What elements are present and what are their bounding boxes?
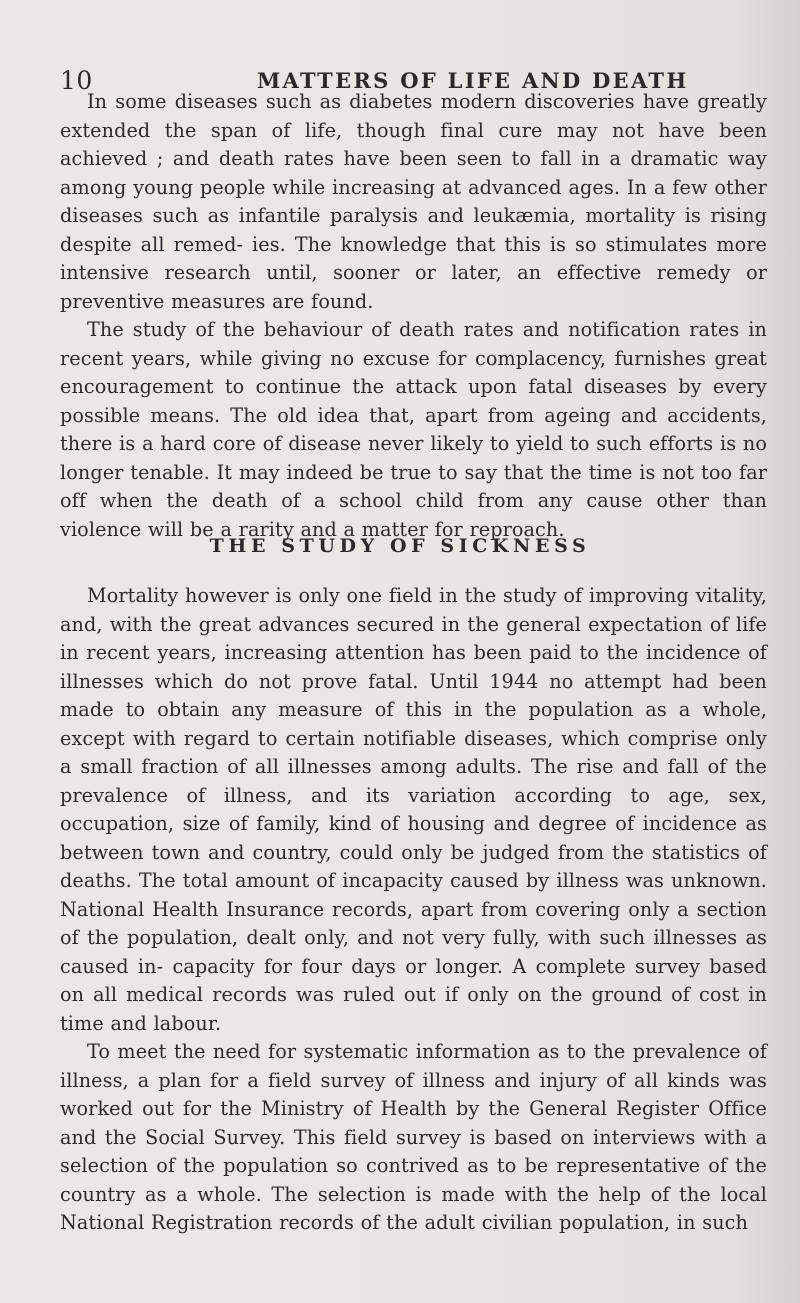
- page-number: 10: [60, 66, 93, 95]
- paragraph-death-rates: The study of the behaviour of death rates and notification rates in recent years, while giving no excuse for complacency, furnishes great encouragement to continue the attack upon fatal diseases by every possible means. The old idea that, apart from ageing and accidents, there is a hard core of disease never likely to yield to such efforts is no longer tenable. It may indeed be true to say that the time is not too far off when the death of a school child from any cause other than violence will be a rarity and a matter for reproach.: [60, 318, 767, 541]
- paragraph-mortality: Mortality however is only one field in the study of improving vitality, and, with the great advances secured in the general expectation of life in recent years, increasing attention has been paid to the incidence of illnesses which do not prove fatal. Until 1944 no attempt had been made to obtain any measure of this in the population as a whole, except with regard to certain notifiable diseases, which comprise only a small fraction of all illnesses among adults. The rise and fall of the prevalence of illness, and its variation according to age, sex, occupation, size of family, kind of housing and degree of incidence as between town and country, could only be judged from the statistics of deaths. The total amount of incapacity caused by illness was unknown. National Health Insurance records, apart from covering only a section of the population, dealt only, and not very fully, with such illnesses as caused in- capacity for four days or longer. A complete survey based on all medical records was ruled out if only on the ground of cost in time and labour.: [60, 584, 767, 1035]
- text-block-after-heading: [60, 582, 767, 1238]
- section-heading: THE STUDY OF SICKNESS: [209, 535, 591, 557]
- running-head: MATTERS OF LIFE AND DEATH: [257, 68, 689, 93]
- paragraph-field-survey: To meet the need for systematic information as to the prevalence of illness, a plan for a field survey of illness and injury of all kinds was worked out for the Ministry of Health by the General Register Office and the Social Survey. This field survey is based on interviews with a selection of the population so contrived as to be representative of the country as a whole. The selection is made with the help of the local National Registration records of the adult civilian population, in such: [60, 1040, 767, 1234]
- text-block-before-heading: [60, 88, 767, 544]
- paragraph-diabetes: In some diseases such as diabetes modern discoveries have greatly extended the span of life, though final cure may not have been achieved ; and death rates have been seen to fall in a dramatic way among young people while increasing at advanced ages. In a few other diseases such as infantile paralysis and leukæmia, mortality is rising despite all remed- ies. The knowledge that this is so stimulates more intensive research until, sooner or later, an effective remedy or preventive measures are found.: [60, 90, 767, 313]
